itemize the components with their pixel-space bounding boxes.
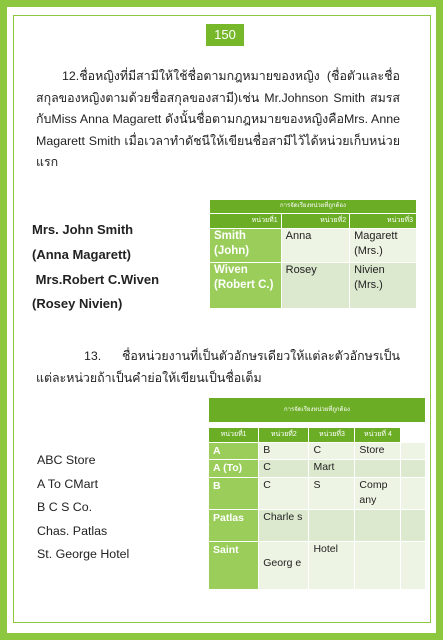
page-number: 150 <box>206 24 244 46</box>
table-cell: Nivien (Mrs.) <box>350 263 417 309</box>
name-line: (Rosey Nivien) <box>32 296 123 312</box>
table-cell <box>355 460 401 478</box>
table-header: หน่วยที่1 <box>209 428 259 443</box>
table-cell <box>355 542 401 590</box>
section-13-table <box>208 397 426 590</box>
table-cell: Store <box>355 443 401 460</box>
table-header: หน่วยที่ 4 <box>355 428 401 443</box>
table-cell: Comp any <box>355 478 401 510</box>
table-cell: Charle s <box>259 510 309 542</box>
table-cell <box>309 510 355 542</box>
table-header: หน่วยที่3 <box>350 214 417 229</box>
table-cell <box>355 510 401 542</box>
section-12-text: 12.ชื่อหญิงที่มีสามีให้ใช้ชื่อตามกฎหมายของหญิง (ชื่อตัวและชื่อสกุลของหญิงตามด้วยชื่อสกุลของสามี)เช่น Mr.Johnson Smith สมรสกับMiss Anna Magarett ดังนั้นชื่อตามกฎหมายของหญิงคือMrs. Anne Magarett Smith เมื่อเวลาทำดัชนีให้เขียนชื่อสามีไว้ได้หน่วยเก็บหน่วยแรก <box>36 69 400 169</box>
table-cell: S <box>309 478 355 510</box>
table-cell: Magarett (Mrs.) <box>350 229 417 263</box>
table-cell: Patlas <box>209 510 259 542</box>
table-cell-empty <box>401 542 426 590</box>
table-header-empty <box>401 428 426 443</box>
section-13-list <box>37 449 129 567</box>
table-cell: Smith (John) <box>210 229 282 263</box>
name-line: Mrs.Robert C.Wiven <box>32 271 160 287</box>
table-cell: B <box>209 478 259 510</box>
name-line: Mrs. John Smith <box>32 222 134 237</box>
table-caption: การจัดเรียงหน่วยที่ถูกต้อง <box>209 398 426 423</box>
table-cell: B <box>259 443 309 460</box>
table-cell-empty <box>401 460 426 478</box>
section-12-table <box>209 199 417 309</box>
table-cell: C <box>309 443 355 460</box>
table-cell: Wiven (Robert C.) <box>210 263 282 309</box>
table-header: หน่วยที่2 <box>281 214 350 229</box>
name-line: (Anna Magarett) <box>32 246 131 262</box>
section-13-text: 13. ชื่อหน่วยงานที่เป็นตัวอักษรเดียวให้แต่ละตัวอักษรเป็นแต่ละหน่วยถ้าเป็นคำย่อให้เขียนเป็นชื่อเต็ม <box>36 349 400 385</box>
list-item: B C S Co. <box>37 500 93 514</box>
table-cell: A (To) <box>209 460 259 478</box>
table-cell-empty <box>401 510 426 542</box>
table-header: หน่วยที่1 <box>210 214 282 229</box>
list-item: ABC Store <box>37 453 96 467</box>
table-cell: Hotel <box>309 542 355 590</box>
table-header: หน่วยที่3 <box>309 428 355 443</box>
table-caption: การจัดเรียงหน่วยที่ถูกต้อง <box>210 200 417 214</box>
table-cell: Georg e <box>259 542 309 590</box>
table-cell: C <box>259 478 309 510</box>
table-cell-empty <box>401 443 426 460</box>
table-header: หน่วยที่2 <box>259 428 309 443</box>
table-cell: Rosey <box>281 263 350 309</box>
list-item: St. George Hotel <box>37 547 130 561</box>
table-cell: Saint <box>209 542 259 590</box>
list-item: A To CMart <box>37 476 99 491</box>
section-12-names <box>32 218 159 317</box>
list-item: Chas. Patlas <box>37 523 108 538</box>
table-cell: Anna <box>281 229 350 263</box>
table-cell: C <box>259 460 309 478</box>
table-cell: A <box>209 443 259 460</box>
table-cell-empty <box>401 478 426 510</box>
table-cell: Mart <box>309 460 355 478</box>
